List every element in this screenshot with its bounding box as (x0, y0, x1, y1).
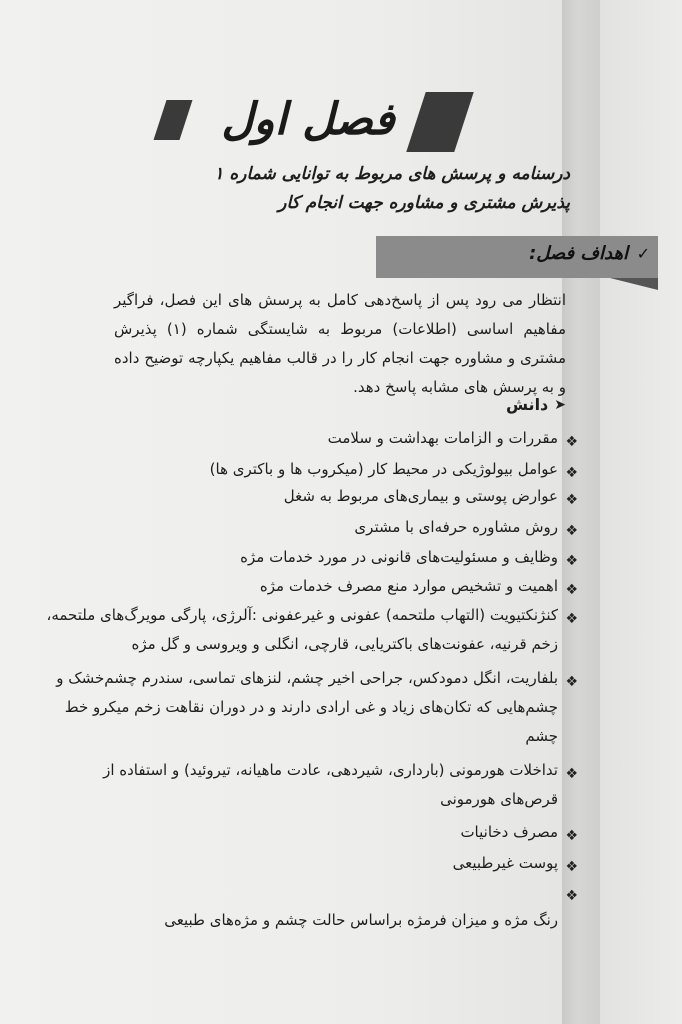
goals-banner (376, 236, 658, 278)
bullet-icon: ❖ (565, 465, 578, 481)
bullet-icon: ❖ (565, 434, 578, 450)
knowledge-heading: دانش (505, 395, 549, 414)
knowledge-item: ❖ پوست غیرطبیعی (118, 849, 578, 878)
bullet-icon: ❖ (565, 888, 578, 904)
knowledge-item: ❖ اهمیت و تشخیص موارد منع مصرف خدمات مژه (118, 572, 578, 601)
knowledge-item: ❖ روش مشاوره حرفه‌ای با مشتری (118, 513, 578, 542)
banner-fold (610, 278, 658, 290)
bullet-icon: ❖ (565, 859, 578, 875)
knowledge-item: ❖ مقررات و الزامات بهداشت و سلامت (118, 424, 578, 453)
knowledge-item: ❖ وظایف و مسئولیت‌های قانونی در مورد خدمات مژه (118, 543, 578, 572)
knowledge-item: ❖ کنژنکتیویت (التهاب ملتحمه) عفونی و غیرعفونی :آلرژی، پارگی مویرگ‌های ملتحمه، زخم قرنیه، عفونت‌های باکتریایی، قارچی، انگلی و ویروسی و گل مژه (46, 606, 578, 653)
subtitle-line-1: درسنامه و پرسش های مربوط به توانایی شماره ۱ (214, 164, 570, 184)
knowledge-item: ❖ مصرف دخانیات (118, 818, 578, 847)
knowledge-item: ❖ رنگ مژه و میزان فرمژه براساس حالت چشم و مژه‌های طبیعی (138, 878, 578, 935)
goals-intro-paragraph: انتظار می رود پس از پاسخ‌دهی کامل به پرسش های این فصل، فراگیر مفاهیم اساسی (اطلاعات) مربوط به شایستگی شماره (۱) پذیرش مشتری و مشاوره جهت انجام کار را در قالب مفاهیم یکپارچه توضیح داده و به پرسش های مشابه پاسخ دهد. (114, 291, 566, 396)
bullet-icon: ❖ (565, 553, 578, 569)
bullet-icon: ❖ (565, 523, 578, 539)
knowledge-heading-row (506, 395, 566, 414)
bullet-icon: ❖ (565, 611, 578, 627)
title-left-slab (154, 100, 193, 140)
chapter-subtitle (150, 160, 570, 218)
knowledge-item: ❖ تداخلات هورمونی (بارداری، شیردهی، عادت ماهیانه، تیروئید) و استفاده از قرص‌های هورمونی (103, 761, 578, 808)
knowledge-item: ❖ بلفاریت، انگل دمودکس، جراحی اخیر چشم، لنزهای تماسی، سندرم چشم‌خشک و چشم‌هایی که تکان‌های زیاد و غی ارادی دارند و در دوران نقاهت زخم میکرو خط چشم (56, 669, 578, 745)
subtitle-line-2: پذیرش مشتری و مشاوره جهت انجام کار (278, 193, 570, 213)
check-icon: ✓ (636, 244, 650, 263)
bullet-icon: ❖ (565, 492, 578, 508)
facing-page-edge (600, 0, 682, 1024)
goals-heading: اهداف فصل: (529, 243, 628, 264)
knowledge-item: ❖ عوارض پوستی و بیماری‌های مربوط به شغل (118, 482, 578, 511)
knowledge-item: ❖ عوامل بیولوژیکی در محیط کار (میکروب ها و باکتری ها) (118, 455, 578, 484)
chapter-title: فصل اول (221, 94, 395, 145)
bullet-icon: ❖ (565, 766, 578, 782)
bullet-icon: ❖ (565, 674, 578, 690)
bullet-icon: ❖ (565, 582, 578, 598)
chapter-title-block (158, 92, 468, 154)
arrow-icon: ➤ (554, 396, 566, 413)
bullet-icon: ❖ (565, 828, 578, 844)
